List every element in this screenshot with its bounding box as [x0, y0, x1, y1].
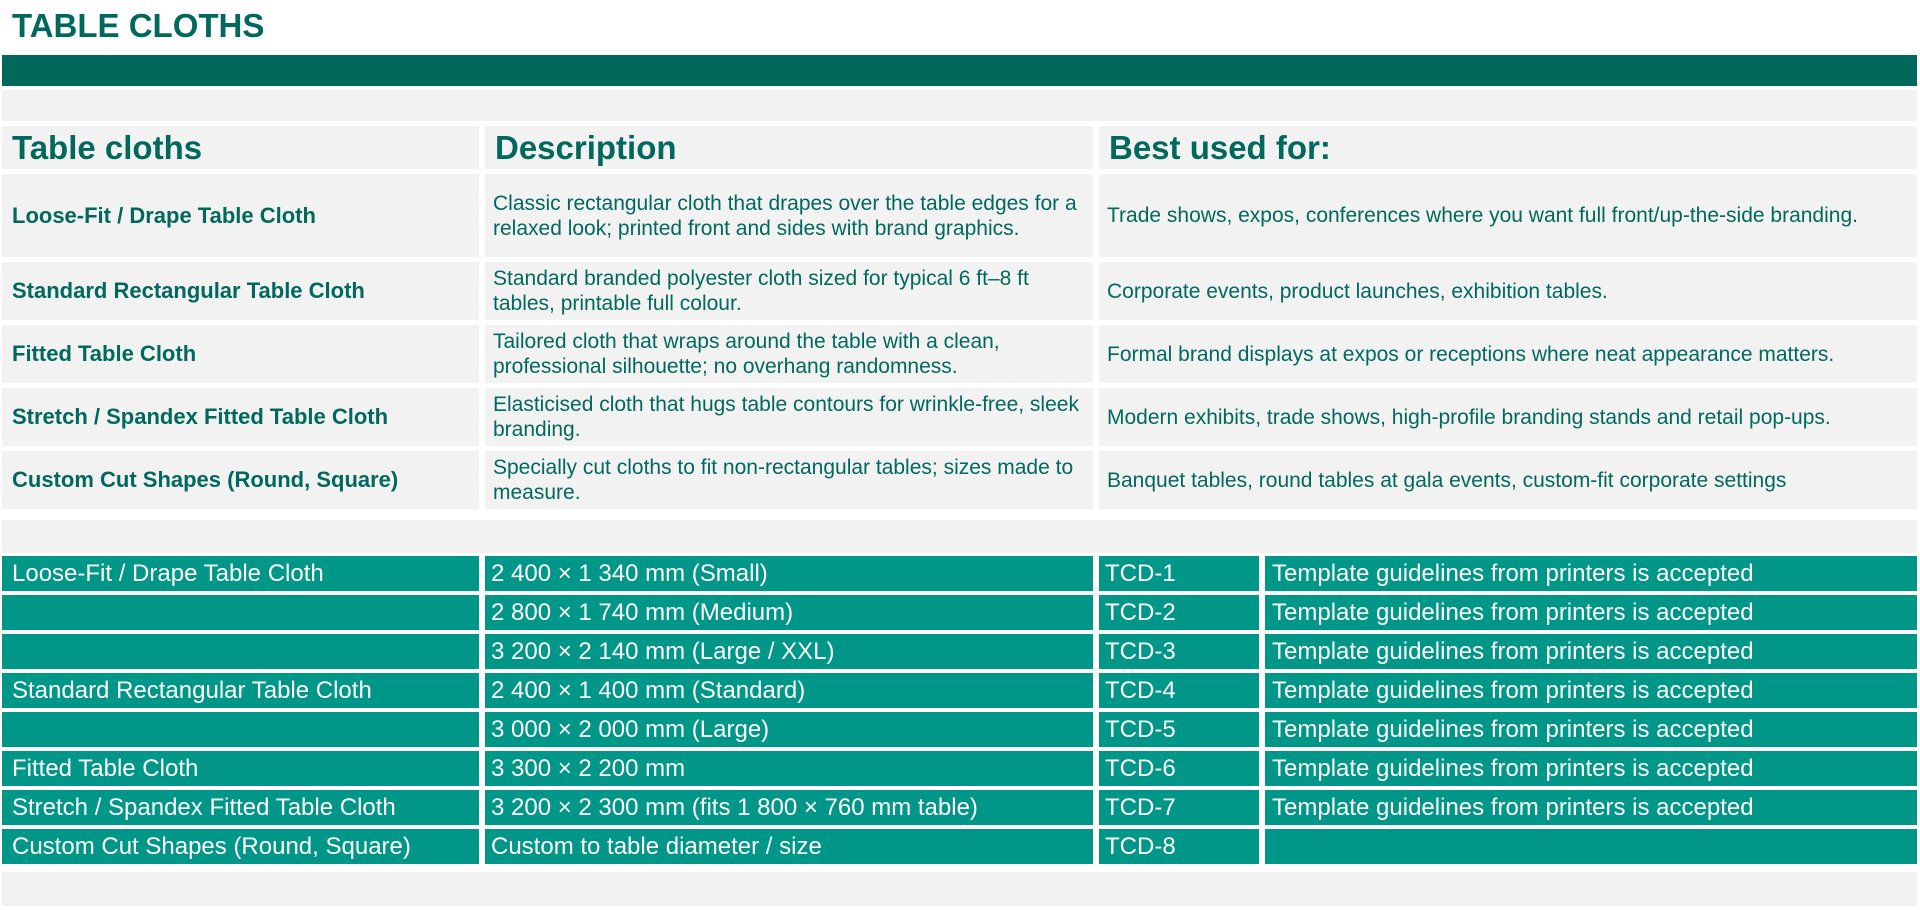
product-name-cell: [2, 451, 485, 514]
product-best-use-cell: [1099, 388, 1917, 451]
size-code-cell: [1099, 595, 1265, 634]
size-note: Template guidelines from printers is accepted: [1272, 599, 1754, 626]
product-name-cell: [2, 262, 485, 325]
product-name: Custom Cut Shapes (Round, Square): [12, 467, 399, 492]
size-product-cell: [2, 634, 485, 673]
table-row: [2, 451, 1917, 514]
table-row: [2, 174, 1917, 262]
size-note-cell: [1265, 829, 1917, 868]
spacer-row: [2, 520, 1917, 553]
size-note-cell: [1265, 790, 1917, 829]
table-row: [2, 751, 1917, 790]
product-name: Standard Rectangular Table Cloth: [12, 278, 365, 303]
size-note: Template guidelines from printers is accepted: [1272, 560, 1754, 587]
size-note-cell: [1265, 751, 1917, 790]
product-name-cell: [2, 388, 485, 451]
size-product-cell: [2, 712, 485, 751]
size-note-cell: [1265, 634, 1917, 673]
page-title: TABLE CLOTHS: [12, 7, 265, 44]
size-note-cell: [1265, 595, 1917, 634]
product-name-cell: [2, 174, 485, 262]
size-dimensions-cell: [485, 595, 1099, 634]
header-best-use: Best used for:: [1109, 128, 1331, 166]
table-row: [2, 829, 1917, 868]
product-best-use: Banquet tables, round tables at gala events, custom-fit corporate settings: [1107, 468, 1787, 492]
product-description-cell: [485, 174, 1099, 262]
product-description-cell: [485, 451, 1099, 514]
size-note: Template guidelines from printers is accepted: [1272, 716, 1754, 743]
size-code: TCD-2: [1105, 599, 1176, 626]
product-name: Loose-Fit / Drape Table Cloth: [12, 202, 316, 228]
size-table: [2, 556, 1917, 868]
product-best-use-cell: [1099, 325, 1917, 388]
size-code-cell: [1099, 712, 1265, 751]
size-dimensions-cell: [485, 634, 1099, 673]
table-row: [2, 673, 1917, 712]
spacer-row: [2, 872, 1917, 906]
table-row: [2, 262, 1917, 325]
product-description: Specially cut cloths to fit non-rectangular tables; sizes made to measure.: [493, 456, 1074, 504]
title-divider-bar: [2, 55, 1917, 86]
size-code-cell: [1099, 634, 1265, 673]
product-description-cell: [485, 262, 1099, 325]
size-code: TCD-8: [1105, 833, 1176, 860]
product-description-cell: [485, 325, 1099, 388]
table-row: [2, 634, 1917, 673]
size-note: Template guidelines from printers is accepted: [1272, 677, 1754, 704]
header-cell-best-use: [1099, 126, 1917, 174]
size-note: Template guidelines from printers is accepted: [1272, 755, 1754, 782]
size-product: Stretch / Spandex Fitted Table Cloth: [12, 794, 396, 821]
size-dimensions: 3 300 × 2 200 mm: [491, 755, 686, 782]
product-best-use-cell: [1099, 262, 1917, 325]
size-code: TCD-4: [1105, 677, 1176, 704]
size-note-cell: [1265, 712, 1917, 751]
product-description-cell: [485, 388, 1099, 451]
size-product-cell: [2, 790, 485, 829]
size-product: Fitted Table Cloth: [12, 755, 199, 782]
size-code: TCD-3: [1105, 638, 1176, 665]
size-dimensions-cell: [485, 673, 1099, 712]
size-product-cell: [2, 829, 485, 868]
table-row: [2, 556, 1917, 595]
table-row: [2, 388, 1917, 451]
size-code-cell: [1099, 829, 1265, 868]
table-row: [2, 712, 1917, 751]
size-note: Template guidelines from printers is accepted: [1272, 794, 1754, 821]
size-note-cell: [1265, 556, 1917, 595]
size-dimensions: 2 400 × 1 400 mm (Standard): [491, 677, 806, 704]
product-description: Classic rectangular cloth that drapes over the table edges for a relaxed look; printed front and sides with brand graphics.: [493, 191, 1077, 240]
size-product-cell: [2, 673, 485, 712]
product-description: Elasticised cloth that hugs table contours for wrinkle-free, sleek branding.: [493, 393, 1079, 441]
size-product: Custom Cut Shapes (Round, Square): [12, 833, 411, 860]
product-best-use: Formal brand displays at expos or receptions where neat appearance matters.: [1107, 342, 1835, 366]
header-name: Table cloths: [12, 128, 203, 166]
size-dimensions: 3 200 × 2 140 mm (Large / XXL): [491, 638, 835, 665]
product-best-use: Modern exhibits, trade shows, high-profile branding stands and retail pop-ups.: [1107, 405, 1831, 429]
size-dimensions: 3 000 × 2 000 mm (Large): [491, 716, 770, 743]
size-dimensions-cell: [485, 751, 1099, 790]
size-note: Template guidelines from printers is accepted: [1272, 638, 1754, 665]
size-dimensions-cell: [485, 829, 1099, 868]
table-row: [2, 325, 1917, 388]
size-code-cell: [1099, 673, 1265, 712]
size-code: TCD-1: [1105, 560, 1176, 587]
header-cell-name: [2, 126, 485, 174]
size-code: TCD-6: [1105, 755, 1176, 782]
product-description: Tailored cloth that wraps around the table with a clean, professional silhouette; no overhang randomness.: [493, 330, 1000, 378]
size-product: Standard Rectangular Table Cloth: [12, 677, 372, 704]
size-code-cell: [1099, 556, 1265, 595]
product-name: Fitted Table Cloth: [12, 341, 197, 366]
size-code: TCD-7: [1105, 794, 1176, 821]
size-code: TCD-5: [1105, 716, 1176, 743]
product-best-use: Corporate events, product launches, exhibition tables.: [1107, 279, 1608, 303]
size-product-cell: [2, 595, 485, 634]
header-description: Description: [495, 128, 677, 166]
size-code-cell: [1099, 790, 1265, 829]
size-dimensions-cell: [485, 712, 1099, 751]
product-best-use-cell: [1099, 451, 1917, 514]
table-row: [2, 790, 1917, 829]
size-dimensions-cell: [485, 556, 1099, 595]
size-product: Loose-Fit / Drape Table Cloth: [12, 560, 324, 587]
size-dimensions: 2 800 × 1 740 mm (Medium): [491, 599, 794, 626]
header-cell-description: [485, 126, 1099, 174]
size-dimensions: Custom to table diameter / size: [491, 833, 822, 860]
product-name: Stretch / Spandex Fitted Table Cloth: [12, 404, 389, 429]
product-best-use: Trade shows, expos, conferences where you want full front/up-the-side branding.: [1107, 204, 1858, 227]
description-table: [2, 126, 1917, 514]
spacer-row: [2, 90, 1917, 121]
size-note-cell: [1265, 673, 1917, 712]
size-dimensions-cell: [485, 790, 1099, 829]
size-dimensions: 2 400 × 1 340 mm (Small): [491, 560, 768, 587]
product-name-cell: [2, 325, 485, 388]
size-product-cell: [2, 751, 485, 790]
table-row: [2, 595, 1917, 634]
size-dimensions: 3 200 × 2 300 mm (fits 1 800 × 760 mm table): [491, 794, 978, 821]
product-best-use-cell: [1099, 174, 1917, 262]
size-code-cell: [1099, 751, 1265, 790]
size-product-cell: [2, 556, 485, 595]
description-table-header: [2, 126, 1917, 174]
product-description: Standard branded polyester cloth sized for typical 6 ft–8 ft tables, printable full colour.: [493, 267, 1029, 315]
